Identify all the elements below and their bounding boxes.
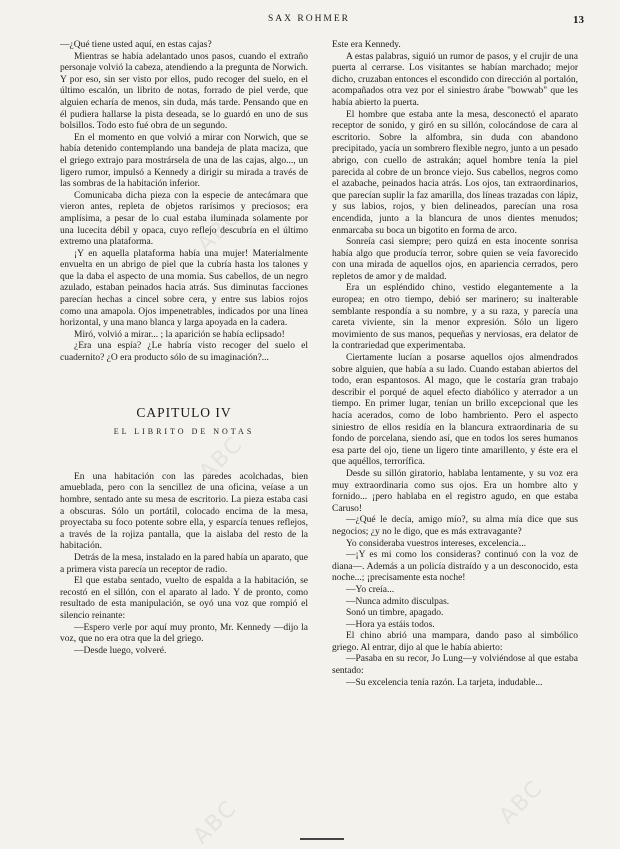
paragraph: A estas palabras, siguió un rumor de pasos, y el crujir de una puerta al cerrarse. Los visitantes se habían marchado; mejor dicho, cruzaban entonces el escondido con dirección al portalón, acompañados otra vez por el siniestro árabe "bowwab" que les había abierto la puerta. bbox=[332, 51, 578, 108]
paragraph: —Espero verle por aquí muy pronto, Mr. Kennedy —dijo la voz, que no era otra que la del griego. bbox=[60, 622, 308, 645]
chapter-subtitle: EL LIBRITO DE NOTAS bbox=[113, 427, 255, 437]
paragraph: —Su excelencia tenía razón. La tarjeta, indudable... bbox=[346, 677, 543, 688]
paragraph: Yo consideraba vuestros intereses, excelencia... bbox=[346, 538, 527, 549]
abc-watermark: ABC bbox=[188, 795, 243, 849]
running-title: SAX ROHMER bbox=[268, 14, 351, 24]
paragraph: Detrás de la mesa, instalado en la pared había un aparato, que a primera vista parecía un receptor de radio. bbox=[60, 552, 308, 575]
paragraph: —Desde luego, volveré. bbox=[74, 645, 167, 656]
paragraph: El hombre que estaba ante la mesa, desconectó el aparato receptor de sonido, y giró en su sillón, colocándose de cara al escritorio. Sobre la alfombra, sin duda con abandono precipitado, yacía un sombrero flexible negro, junto a un pesado abrigo, con cuello de astrakán; aquel hombre tenía la piel parecida al cobre de un bronce viejo. Sus cabellos, negros como el azabache, peinados hacia atrás. Los ojos, tan extraordinarios, que parecían suplir la faz amarilla, dos líneas trazadas con lápiz, y sus labios, rojos, y bien delineados, parecían una rosa encendida, junto a la blancura de unos dientes menudos; enmarcaba su boca un bigotito en forma de arco. bbox=[332, 109, 578, 236]
paragraph: Era un espléndido chino, vestido elegantemente a la europea; en otro tiempo, debió ser marinero; su inalterable semblante respondía a su nombre, y a su raza, y parecía una careta viviente, sin la menor expresión. Sólo un ligero movimiento de sus manos, pequeñas y nerviosas, era delator de la contrariedad que experimentaba. bbox=[332, 283, 578, 352]
paragraph: Comunicaba dicha pieza con la especie de antecámara que vieron antes, repleta de objetos rarísimos y preciosos; era amplísima, a pesar de lo cual estaba iluminada solamente por una lucecita débil y opaca, cuyo reflejo descubría en el último extremo una plataforma. bbox=[60, 190, 308, 248]
left-column bbox=[60, 40, 308, 831]
paragraph: El chino abrió una mampara, dando paso al simbólico griego. Al entrar, dijo al que le había abierto: bbox=[332, 631, 578, 653]
paragraph: Miró, volvió a mirar... ; la aparición se había eclipsado! bbox=[74, 329, 285, 340]
running-head bbox=[0, 14, 620, 30]
paragraph: —Pasaba en su recor, Jo Lung—y volviéndose al que estaba sentado: bbox=[332, 654, 578, 677]
paragraph: En una habitación con las paredes acolchadas, bien amueblada, pero con la sencillez de una oficina, veíase a un hombre, sentado ante su mesa de escritorio. La pieza estaba casi a obscuras. Sólo un portátil, colocado encima de la mesa, proyectaba su foco potente sobre ella, y esparcía tenues reflejos, a través de la rojiza pantalla, que la aislaba del resto de la habitación. bbox=[60, 471, 308, 552]
abc-watermark: ABC bbox=[494, 775, 549, 830]
paragraph: Este era Kennedy. bbox=[332, 40, 401, 50]
paragraph: Desde su sillón giratorio, hablaba lentamente, y su voz era muy extraordinaria como sus ojos. Era un hombre alto y fornido... ¡pero hablaba en el registro agudo, en que estaba Caruso! bbox=[332, 468, 578, 514]
footer-rule bbox=[300, 838, 344, 840]
paragraph: Mientras se había adelantado unos pasos, cuando el extraño personaje volvió la cabeza, atendiendo a la pregunta de Norwich. Y por eso, sin ser visto por ellos, pudo recoger del suelo, en el último escalón, un librito de notas, forrado de piel verde, que alguien echaría de menos, sin duda, más tarde. Pensando que en él pudiera hallarse la pista deseada, se lo guardó en uno de sus bolsillos. Todo esto fué obra de un segundo. bbox=[60, 51, 308, 132]
paragraph: En el momento en que volvió a mirar con Norwich, que se había detenido contemplando una bandeja de plata maciza, que el griego extrajo para mostrársela de una de las cajas, algo..., un ligero rumor, impulsó a Kennedy a dirigir su mirada a través de las sombras de la habitación inferior. bbox=[60, 132, 308, 190]
paragraph: ¿Era una espía? ¿Le habría visto recoger del suelo el cuadernito? ¿O era producto sólo de su imaginación?... bbox=[60, 341, 308, 364]
paragraph: —Nunca admito disculpas. bbox=[346, 596, 450, 607]
paragraph: El que estaba sentado, vuelto de espalda a la habitación, se recostó en el sillón, con el aparato al lado. Y de pronto, como resultado de esta manipulación, se oyó una voz que rompió el silencio reinante: bbox=[60, 576, 308, 621]
right-column bbox=[332, 40, 578, 831]
paragraph: Sonó un timbre, apagado. bbox=[346, 608, 444, 619]
page-number: 13 bbox=[573, 14, 584, 26]
abc-watermark: ABC bbox=[194, 431, 249, 486]
paragraph: —¡Y es mi como los consideras? continuó con la voz de diana—. Además a un policía distraído y a un desconocido, esta noche...; ¡precisamente esta noche! bbox=[332, 550, 578, 584]
paragraph: —Yo creía... bbox=[346, 584, 395, 595]
paragraph: —¿Qué le decía, amigo mío?, su alma mía dice que sus negocios; ¿y no le digo, que es más extravagante? bbox=[332, 515, 578, 537]
paragraph: ¡Y en aquella plataforma había una mujer! Materialmente envuelta en un abrigo de piel que la cubría hasta los talones y que la daba el aspecto de una momia. Sus cabellos, de un negro azulado, estaban peinados hacia atrás. Sus diminutas facciones parecían hechas a cincel sobre cera, y entre sus labios rojos como una amapola. Ojos impenetrables, indicados por una línea horizontal, y una mano blanca y larga apoyada en la cadera. bbox=[60, 248, 308, 329]
paragraph: Sonreía casi siempre; pero quizá en esta inocente sonrisa había algo que producía terror, sobre quien se veía favorecido con una mirada de aquellos ojos, en apariencia cerrados, pero repletos de amor y de maldad. bbox=[332, 237, 578, 282]
paragraph: —¿Qué tiene usted aquí, en estas cajas? bbox=[60, 40, 212, 50]
paragraph: Ciertamente lucían a posarse aquellos ojos almendrados sobre alguien, que había a su lado. Cuando estaban abiertos del todo, eran espantosos. Al mago, que le costaría gran trabajo describir el porqué de aquel efecto diabólico y aterrador a un tiempo. En primer lugar, tenían un brillo excepcional que les hacía acerados, como de lobo hambriento. Pero el aspecto siniestro de ellos residía en la blancura extraordinaria de su fondo de porcelana, siendo así, que en todos los seres humanos esa parte del ojo, tiene un ligero tinte amarillento, y éste era el que aquéllos, terrorífica. bbox=[332, 353, 578, 468]
abc-watermark: ABC bbox=[192, 203, 247, 258]
chapter-heading: CAPITULO IV bbox=[136, 404, 232, 420]
paragraph: —Hora ya estáis todos. bbox=[346, 619, 435, 630]
